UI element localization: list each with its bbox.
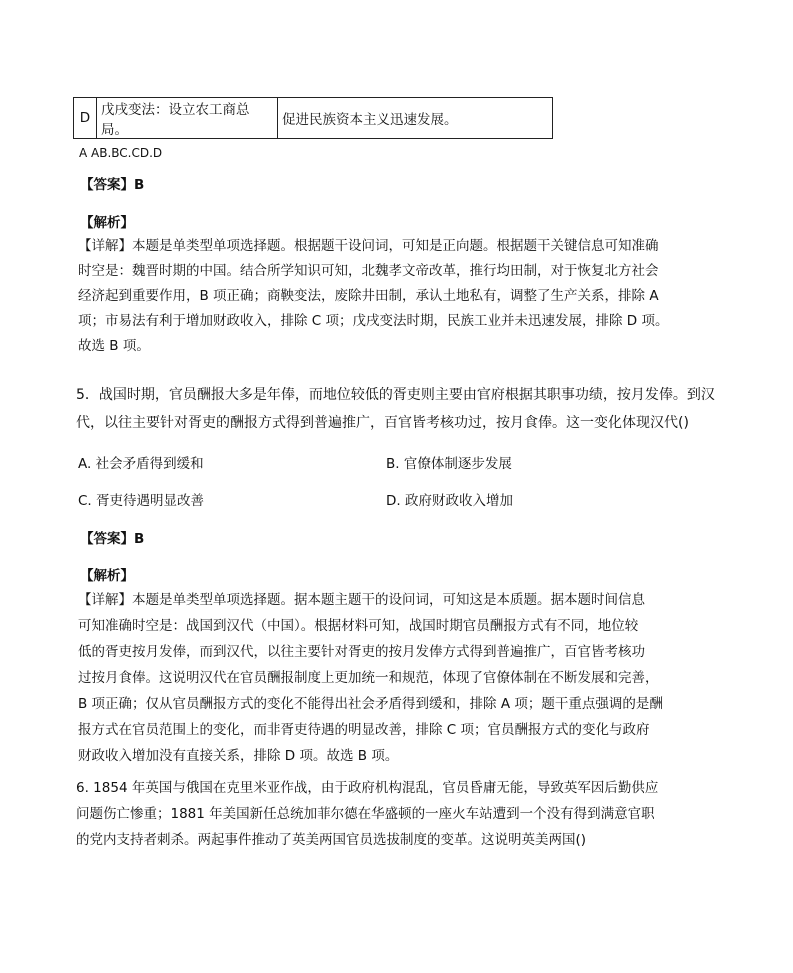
row-effect: 促进民族资本主义迅速发展。 (278, 98, 553, 139)
choices-line: A AB.BC.CD.D (79, 146, 163, 160)
analysis-line: 【详解】本题是单类型单项选择题。根据题干设问词，可知是正向题。根据题干关键信息可知准确 (78, 238, 659, 254)
row-reform: 戊戌变法：设立农工商总局。 (97, 98, 278, 139)
stem-line: 代，以往主要针对胥吏的酬报方式得到普遍推广，百官皆考核功过，按月食俸。这一变化体现汉代() (76, 415, 689, 431)
analysis-line: 报方式在官员范围上的变化，而非胥吏待遇的明显改善，排除 C 项；官员酬报方式的变化与政府 (78, 722, 650, 738)
analysis-line: 经济起到重要作用，B 项正确；商鞅变法，废除井田制，承认土地私有，调整了生产关系，排除 A (78, 288, 659, 304)
stem-line: 6. 1854 年英国与俄国在克里米亚作战，由于政府机构混乱，官员昏庸无能，导致英军因后勤供应 (76, 780, 659, 796)
stem-line: 的党内支持者刺杀。两起事件推动了英美两国官员选拔制度的变革。这说明英美两国() (76, 832, 587, 848)
analysis-line: 财政收入增加没有直接关系，排除 D 项。故选 B 项。 (78, 748, 399, 764)
analysis-line: B 项正确；仅从官员酬报方式的变化不能得出社会矛盾得到缓和，排除 A 项；题干重点强调的是酬 (78, 696, 663, 712)
q6-stem (76, 778, 658, 850)
analysis-line: 过按月食俸。这说明汉代在官员酬报制度上更加统一和规范，体现了官僚体制在不断发展和完善， (78, 670, 659, 686)
analysis-line: 低的胥吏按月发俸，而到汉代，以往主要针对胥吏的按月发俸方式得到普遍推广，百官皆考核功 (78, 644, 645, 660)
analysis-prev (78, 236, 669, 356)
q5-answer: 【答案】B (80, 531, 145, 547)
analysis-heading-prev: 【解析】 (80, 215, 134, 231)
analysis-line: 故选 B 项。 (78, 338, 150, 354)
answer-prev: 【答案】B (80, 177, 145, 193)
stem-line: 5．战国时期，官员酬报大多是年俸，而地位较低的胥吏则主要由官府根据其职事功绩，按月发俸。到汉 (76, 387, 715, 403)
analysis-line: 时空是：魏晋时期的中国。结合所学知识可知，北魏孝文帝改革，推行均田制，对于恢复北方社会 (78, 263, 659, 279)
row-letter: D (74, 98, 97, 139)
q5-option-c[interactable]: C. 胥吏待遇明显改善 (78, 493, 205, 509)
q5-option-d[interactable]: D. 政府财政收入增加 (386, 493, 513, 509)
analysis-line: 可知准确时空是：战国到汉代（中国）。根据材料可知，战国时期官员酬报方式有不同，地位较 (78, 618, 639, 634)
q5-option-b[interactable]: B. 官僚体制逐步发展 (386, 456, 512, 472)
q5-analysis (78, 590, 663, 766)
stem-line: 问题伤亡惨重；1881 年美国新任总统加菲尔德在华盛顿的一座火车站遭到一个没有得到满意官职 (76, 806, 655, 822)
analysis-line: 【详解】本题是单类型单项选择题。据本题主题干的设问词，可知这是本质题。据本题时间信息 (78, 592, 645, 608)
analysis-line: 项；市易法有利于增加财政收入，排除 C 项；戊戌变法时期，民族工业并未迅速发展，排除 D 项。 (78, 313, 669, 329)
option-table (73, 97, 553, 139)
q5-option-a[interactable]: A. 社会矛盾得到缓和 (78, 456, 204, 472)
table-row (74, 98, 553, 139)
q5-analysis-heading: 【解析】 (80, 568, 134, 584)
q5-stem (76, 384, 715, 434)
